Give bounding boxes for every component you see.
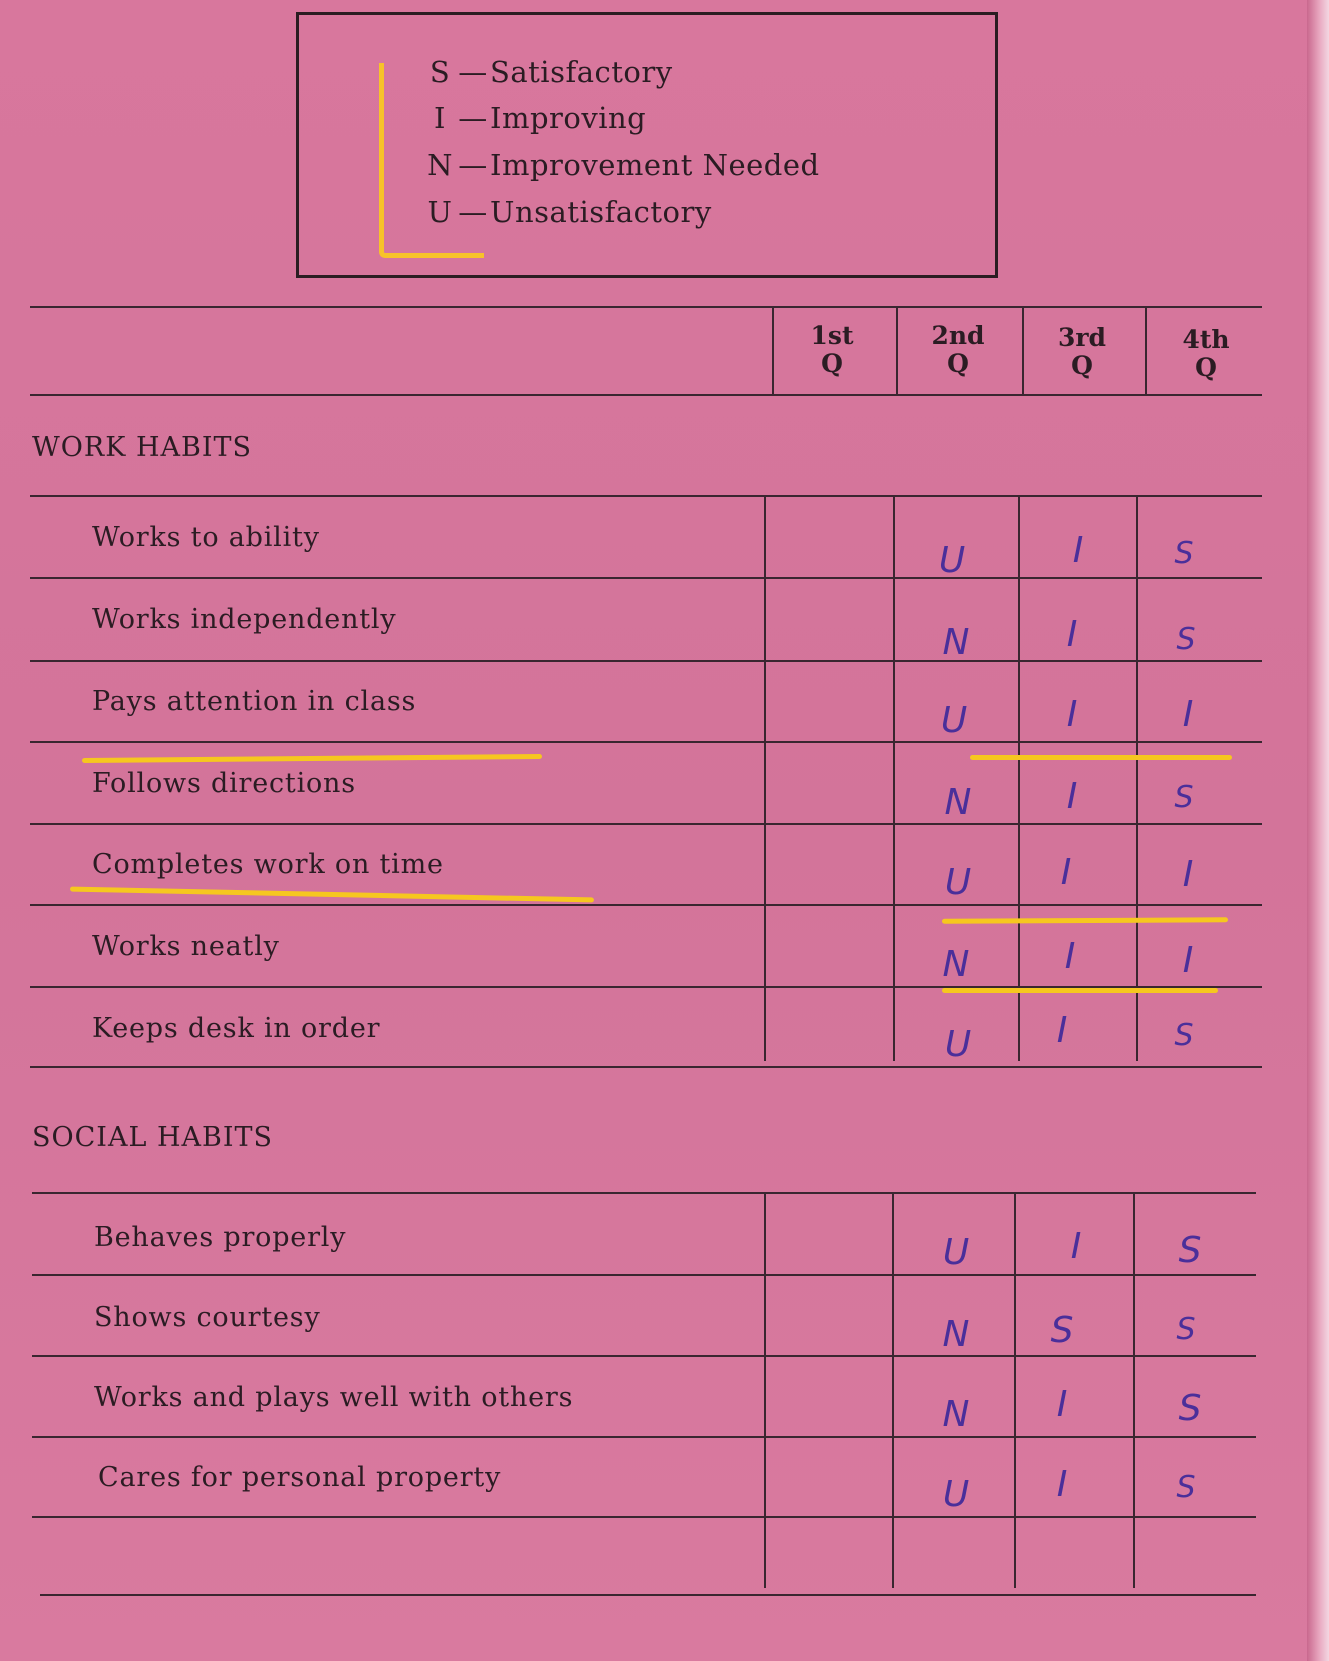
legend-label: Improving	[490, 101, 647, 135]
grade-q3: I	[1066, 776, 1078, 817]
row-rule	[32, 1355, 1256, 1357]
legend-code: U	[427, 195, 453, 229]
column-header-line1: 1st	[810, 321, 854, 350]
column-header-line2: Q	[947, 349, 969, 378]
grading-legend	[296, 12, 998, 278]
grade-q2: U	[944, 862, 972, 903]
grade-q3: I	[1064, 936, 1076, 977]
row-rule	[30, 660, 1262, 662]
row-label: Keeps desk in order	[92, 1013, 381, 1044]
grade-q4: S	[1174, 780, 1194, 815]
column-header-line1: 2nd	[931, 321, 985, 350]
grade-q3: I	[1066, 694, 1078, 735]
legend-dash: —	[458, 55, 488, 89]
legend-label: Unsatisfactory	[490, 195, 712, 229]
grade-q4: S	[1174, 536, 1194, 571]
column-divider	[892, 1194, 894, 1588]
grade-q4: I	[1182, 854, 1194, 895]
row-label: Pays attention in class	[92, 686, 417, 717]
column-header-line2: Q	[821, 349, 843, 378]
grade-q3: I	[1070, 1226, 1082, 1267]
row-label: Works to ability	[92, 522, 320, 553]
column-header-line1: 3rd	[1057, 323, 1107, 352]
column-header-q2	[918, 322, 998, 378]
legend-code: S	[429, 55, 451, 89]
row-rule	[30, 904, 1262, 906]
row-rule	[30, 741, 1262, 743]
grade-q4: S	[1178, 1230, 1202, 1271]
legend-label: Improvement Needed	[490, 148, 820, 182]
section-rule	[30, 495, 1262, 497]
grade-q3: I	[1072, 530, 1084, 571]
grade-q2: U	[942, 1232, 970, 1273]
column-divider	[1136, 497, 1138, 1061]
legend-item-unsatisfactory	[424, 195, 712, 229]
legend-code: N	[427, 148, 453, 182]
column-header-q3	[1042, 324, 1122, 380]
row-label: Works and plays well with others	[94, 1382, 574, 1413]
column-divider	[764, 1194, 766, 1588]
grade-q2: U	[942, 1474, 970, 1515]
highlighter-stroke	[970, 755, 1232, 760]
grade-q2: U	[944, 1024, 972, 1065]
grade-q2: N	[944, 782, 972, 823]
row-label: Follows directions	[92, 768, 356, 799]
header-divider	[896, 308, 898, 394]
legend-label: Satisfactory	[490, 55, 673, 89]
row-label: Cares for personal property	[98, 1462, 502, 1493]
section-bottom-rule	[30, 1066, 1262, 1068]
legend-item-improving	[424, 101, 646, 135]
grade-q2: N	[942, 1394, 970, 1435]
column-header-line2: Q	[1071, 351, 1093, 380]
grade-q4: I	[1182, 694, 1194, 735]
grade-q3: I	[1056, 1010, 1068, 1051]
row-rule	[32, 1436, 1256, 1438]
column-divider	[764, 497, 766, 1061]
highlighter-stroke	[82, 754, 542, 763]
grade-q4: S	[1174, 1018, 1194, 1053]
legend-code: I	[434, 101, 446, 135]
row-rule	[30, 823, 1262, 825]
section-title-social-habits: SOCIAL HABITS	[32, 1122, 274, 1153]
highlighter-stroke	[942, 988, 1218, 993]
header-bottom-rule	[30, 394, 1262, 396]
grade-q2: N	[942, 1314, 970, 1355]
section-rule	[32, 1192, 1256, 1194]
legend-dash: —	[458, 148, 488, 182]
header-divider	[772, 308, 774, 394]
row-rule	[30, 577, 1262, 579]
highlighter-stroke	[70, 887, 594, 903]
grade-q2: N	[942, 944, 970, 985]
legend-dash: —	[458, 195, 488, 229]
header-top-rule	[30, 306, 1262, 308]
grade-q4: S	[1178, 1388, 1202, 1429]
grade-q3: I	[1060, 852, 1072, 893]
grade-q2: N	[942, 622, 970, 663]
grade-q3: I	[1066, 614, 1078, 655]
grade-q3: I	[1056, 1384, 1068, 1425]
column-header-line1: 4th	[1182, 325, 1230, 354]
column-divider	[893, 497, 895, 1061]
column-divider	[1018, 497, 1020, 1061]
section-bottom-rule	[40, 1594, 1256, 1596]
grade-q3: S	[1050, 1310, 1074, 1351]
section-title-work-habits: WORK HABITS	[32, 432, 253, 463]
row-label: Behaves properly	[94, 1222, 347, 1253]
row-rule	[32, 1516, 1256, 1518]
grade-q4: S	[1176, 1312, 1196, 1347]
grade-q4: S	[1176, 622, 1196, 657]
row-label: Shows courtesy	[94, 1302, 321, 1333]
legend-item-satisfactory	[424, 55, 673, 89]
grade-q4: S	[1176, 1470, 1196, 1505]
legend-item-improvement-needed	[424, 148, 820, 182]
column-header-q1	[792, 322, 872, 378]
column-divider	[1133, 1194, 1135, 1588]
row-label: Works neatly	[92, 931, 280, 962]
grade-q2: U	[940, 700, 968, 741]
row-label: Completes work on time	[92, 849, 444, 880]
column-header-line2: Q	[1195, 353, 1217, 382]
column-divider	[1014, 1194, 1016, 1588]
legend-dash: —	[458, 101, 488, 135]
row-rule	[32, 1274, 1256, 1276]
grade-q2: U	[938, 540, 966, 581]
header-divider	[1145, 308, 1147, 394]
grade-q3: I	[1056, 1464, 1068, 1505]
column-header-q4	[1166, 326, 1246, 382]
row-label: Works independently	[92, 604, 397, 635]
header-divider	[1022, 308, 1024, 394]
page-edge	[1307, 0, 1329, 1661]
highlighter-stroke	[942, 917, 1228, 923]
grade-q4: I	[1182, 940, 1194, 981]
